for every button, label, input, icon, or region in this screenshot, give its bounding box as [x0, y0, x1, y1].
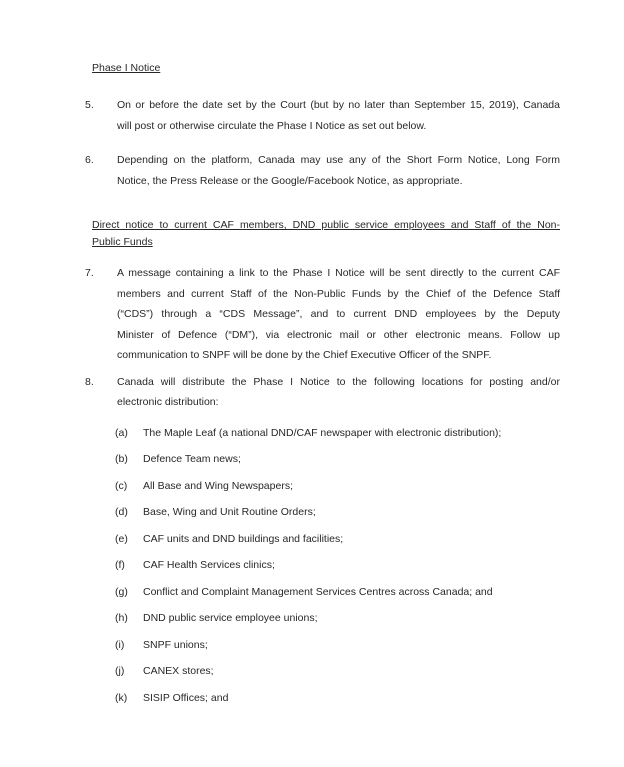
list-item-j: [115, 661, 560, 682]
paragraph-line: On or before the date set by the Court (but by no later than September 15, 2019), Canada: [117, 99, 560, 111]
paragraph-5: [85, 95, 560, 136]
list-item-k: [115, 688, 560, 709]
paragraph-5-text: [117, 95, 560, 136]
list-item-text: All Base and Wing Newspapers;: [143, 479, 293, 492]
distribution-list: [115, 423, 560, 709]
paragraph-line: (“CDS”) through a “CDS Message”, and to current DND employees by the Deputy: [117, 308, 560, 320]
paragraph-line: A message containing a link to the Phase I Notice will be sent directly to the current CAF: [117, 267, 560, 279]
heading-phase-notice: [92, 60, 560, 77]
list-item-text: Defence Team news;: [143, 453, 241, 465]
list-item-c: [115, 476, 560, 497]
paragraph-8: [85, 372, 560, 413]
list-item-text: CANEX stores;: [143, 665, 214, 677]
list-item-h: [115, 608, 560, 629]
list-item-marker: (b): [115, 453, 128, 465]
list-item-marker: (c): [115, 479, 128, 492]
heading-phase-notice-text: Phase I Notice: [92, 62, 161, 74]
paragraph-8-number: 8.: [85, 375, 94, 388]
heading-direct-notice: [92, 217, 560, 251]
paragraph-6: [85, 150, 560, 191]
list-item-marker: (j): [115, 665, 125, 677]
paragraph-line: members and current Staff of the Non-Public Funds by the Chief of the Defence Staff: [117, 287, 560, 300]
list-item-marker: (e): [115, 532, 128, 545]
list-item-text: CAF units and DND buildings and facilities;: [143, 532, 344, 545]
paragraph-line: communication to SNPF will be done by the Chief Executive Officer of the SNPF.: [117, 349, 492, 361]
list-item-d: [115, 502, 560, 523]
heading-direct-notice-line: Public Funds: [92, 236, 153, 248]
list-item-text: SISIP Offices; and: [143, 691, 229, 704]
paragraph-line: will post or otherwise circulate the Phase I Notice as set out below.: [117, 119, 427, 132]
paragraph-7: [85, 263, 560, 366]
list-item-b: [115, 449, 560, 470]
list-item-marker: (a): [115, 426, 128, 439]
list-item-a: [115, 423, 560, 444]
list-item-marker: (f): [115, 559, 125, 571]
list-item-f: [115, 555, 560, 576]
list-item-marker: (h): [115, 612, 128, 624]
document-content: [85, 60, 560, 714]
list-item-marker: (i): [115, 638, 125, 651]
list-item-text: DND public service employee unions;: [143, 612, 318, 624]
list-item-i: [115, 635, 560, 656]
paragraph-line: electronic distribution:: [117, 396, 219, 408]
paragraph-line: Canada will distribute the Phase I Notice to the following locations for posting and/or: [117, 375, 560, 388]
paragraph-line: Notice, the Press Release or the Google/Facebook Notice, as appropriate.: [117, 174, 463, 187]
paragraph-7-text: [117, 263, 560, 366]
list-item-marker: (g): [115, 585, 128, 598]
list-item-e: [115, 529, 560, 550]
heading-direct-notice-line: Direct notice to current CAF members, DND public service employees and Staff of the Non-: [92, 219, 560, 231]
list-item-marker: (k): [115, 691, 128, 704]
list-item-marker: (d): [115, 506, 128, 518]
list-item-g: [115, 582, 560, 603]
list-item-text: CAF Health Services clinics;: [143, 559, 275, 571]
paragraph-6-text: [117, 150, 560, 191]
paragraph-5-number: 5.: [85, 99, 94, 111]
paragraph-7-number: 7.: [85, 267, 94, 279]
list-item-text: Conflict and Complaint Management Services Centres across Canada; and: [143, 585, 493, 598]
paragraph-8-text: [117, 372, 560, 413]
list-item-text: The Maple Leaf (a national DND/CAF newspaper with electronic distribution);: [143, 426, 502, 439]
list-item-text: SNPF unions;: [143, 638, 208, 651]
list-item-text: Base, Wing and Unit Routine Orders;: [143, 506, 316, 518]
paragraph-line: Minister of Defence (“DM”), via electronic mail or other electronic means. Follow up: [117, 328, 560, 341]
paragraph-6-number: 6.: [85, 154, 94, 166]
paragraph-line: Depending on the platform, Canada may use any of the Short Form Notice, Long Form: [117, 154, 560, 166]
